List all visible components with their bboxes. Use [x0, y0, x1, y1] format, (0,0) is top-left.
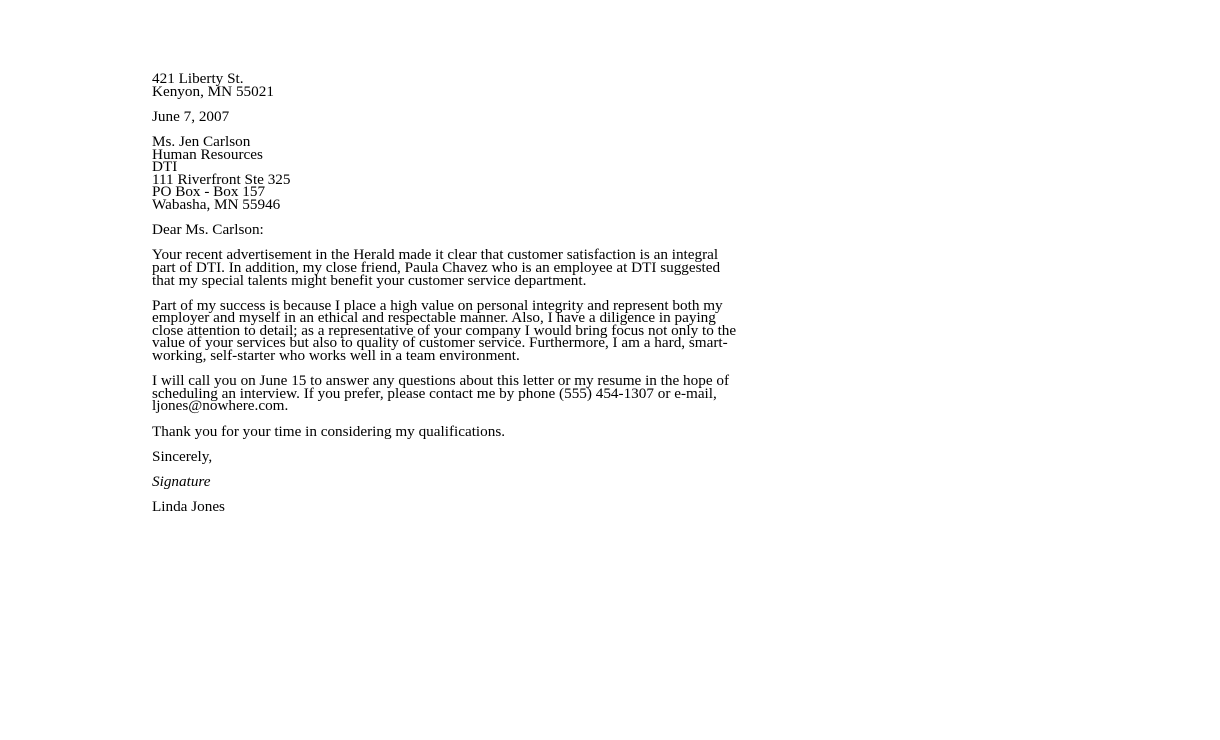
closing-block — [152, 447, 1082, 465]
recipient-city-state-zip: Wabasha, MN 55946 — [152, 195, 281, 213]
recipient-department: Human Resources — [152, 145, 263, 163]
sender-street: 421 Liberty St. — [152, 70, 244, 87]
signature-block — [152, 473, 1082, 490]
paragraph-line: Part of my success is because I place a high value on personal integrity and represent both my — [152, 296, 723, 314]
letter-date-block — [152, 107, 1082, 125]
sender-city-state-zip: Kenyon, MN 55021 — [152, 82, 274, 100]
paragraph-line: Thank you for your time in considering my qualifications. — [152, 422, 506, 440]
signer-block — [152, 498, 1082, 516]
recipient-company: DTI — [152, 158, 178, 176]
paragraph-line: I will call you on June 15 to answer any questions about this letter or my resume in the hope of — [152, 372, 730, 390]
recipient-po-box: PO Box - Box 157 — [152, 183, 266, 201]
signer-name: Linda Jones — [152, 498, 225, 516]
paragraph-line: value of your services but also to quality of customer service. Furthermore, I am a hard, smart- — [152, 334, 728, 352]
recipient-street: 111 Riverfront Ste 325 — [152, 170, 291, 188]
paragraph-line: employer and myself in an ethical and respectable manner. Also, I have a diligence in paying — [152, 309, 716, 327]
recipient-name: Ms. Jen Carlson — [152, 132, 251, 150]
paragraph-line: part of DTI. In addition, my close friend, Paula Chavez who is an employee at DTI suggested — [152, 258, 721, 276]
letter-date: June 7, 2007 — [152, 107, 230, 125]
paragraph-line: that my special talents might benefit your customer service department. — [152, 271, 587, 289]
paragraph-line: ljones@nowhere.com. — [152, 397, 289, 415]
body-paragraph-4 — [152, 422, 1082, 440]
body-paragraph-1 — [152, 246, 1082, 289]
paragraph-line: close attention to detail; as a representative of your company I would bring focus not only to the — [152, 321, 737, 339]
salutation-block — [152, 221, 1082, 239]
recipient-address — [152, 132, 1082, 213]
body-paragraph-2 — [152, 296, 1082, 365]
closing: Sincerely, — [152, 447, 213, 465]
paragraph-line: working, self-starter who works well in a team environment. — [152, 347, 520, 365]
paragraph-line: Your recent advertisement in the Herald made it clear that customer satisfaction is an integral — [152, 246, 719, 264]
body-paragraph-3 — [152, 372, 1082, 415]
salutation: Dear Ms. Carlson: — [152, 221, 264, 239]
paragraph-line: scheduling an interview. If you prefer, please contact me by phone (555) 454-1307 or e-mail, — [152, 384, 717, 402]
cover-letter — [152, 70, 1082, 526]
sender-address — [152, 70, 1082, 100]
signature: Signature — [152, 473, 211, 490]
